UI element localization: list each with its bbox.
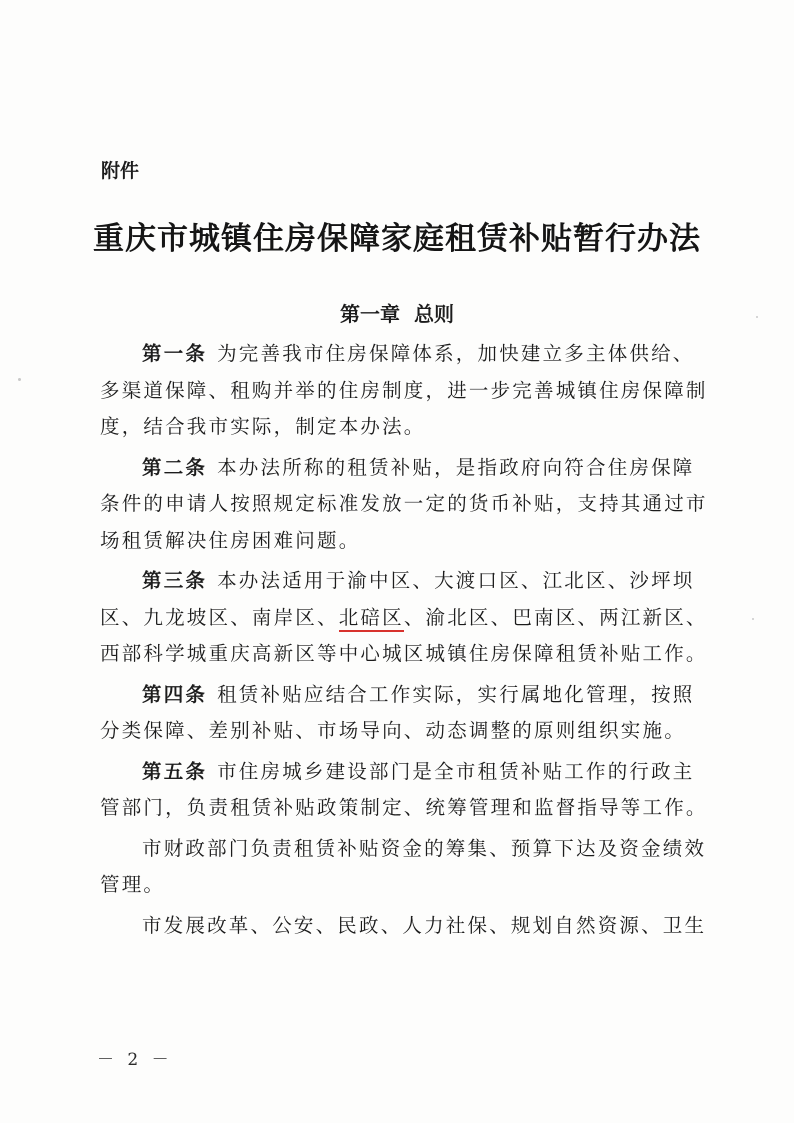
article-3-text-2b: 、渝北区、巴南区、两江新区、 [403, 605, 708, 629]
document-body [100, 336, 708, 944]
article-2-heading: 第二条 [142, 455, 208, 479]
article-3-heading: 第三条 [142, 569, 208, 592]
underlined-district: 北碚区 [339, 606, 404, 632]
article-5-line-2: 管部门，负责租赁补贴政策制定、统筹管理和监督指导等工作。 [100, 796, 708, 819]
paragraph-finance-line-2: 管理。 [100, 873, 166, 896]
scan-speck [18, 378, 21, 381]
article-4-heading: 第四条 [142, 682, 208, 706]
article-5-line-1 [100, 754, 695, 791]
chapter-heading [0, 298, 794, 327]
article-3-line-1 [100, 563, 695, 600]
attachment-label: 附件 [101, 160, 140, 182]
document-title: 重庆市城镇住房保障家庭租赁补贴暂行办法 [93, 221, 701, 257]
scan-speck [756, 316, 758, 318]
chapter-name: 总则 [414, 302, 454, 326]
scan-speck [752, 618, 754, 620]
paragraph-finance-text-1: 市财政部门负责租赁补贴资金的筹集、预算下达及资金绩效 [142, 836, 707, 860]
article-1-text-1: 为完善我市住房保障体系，加快建立多主体供给、 [217, 342, 695, 365]
article-3-text-1: 本办法适用于渝中区、大渡口区、江北区、沙坪坝 [217, 569, 695, 592]
article-3-line-2 [100, 600, 708, 637]
article-2-line-3: 场租赁解决住房困难问题。 [100, 528, 361, 552]
paragraph-departments-line-1 [100, 908, 707, 945]
article-5-text-1: 市住房城乡建设部门是全市租赁补贴工作的行政主 [217, 759, 695, 783]
article-5-heading: 第五条 [142, 759, 208, 783]
article-4-text-1: 租赁补贴应结合工作实际，实行属地化管理，按照 [217, 682, 695, 706]
paragraph-finance-line-1 [100, 831, 707, 868]
article-3-text-2a: 区、九龙坡区、南岸区、 [100, 605, 339, 629]
page-number: － 2 － [97, 1050, 173, 1070]
article-2-line-1 [100, 450, 695, 487]
article-1-line-3: 度，结合我市实际，制定本办法。 [100, 415, 426, 438]
article-3-line-3: 西部科学城重庆高新区等中心城区城镇住房保障租赁补贴工作。 [100, 642, 708, 665]
article-4-line-2: 分类保障、差别补贴、市场导向、动态调整的原则组织实施。 [100, 719, 686, 742]
paragraph-departments-text-1: 市发展改革、公安、民政、人力社保、规划自然资源、卫生 [142, 913, 707, 937]
article-2-text-1: 本办法所称的租赁补贴，是指政府向符合住房保障 [217, 455, 695, 479]
article-4-line-1 [100, 677, 695, 714]
article-1-line-1 [100, 336, 695, 373]
article-1-heading: 第一条 [142, 342, 208, 365]
chapter-number: 第一章 [340, 302, 400, 326]
article-1-line-2: 多渠道保障、租购并举的住房制度，进一步完善城镇住房保障制 [100, 378, 708, 402]
article-2-line-2: 条件的申请人按照规定标准发放一定的货币补贴，支持其通过市 [100, 492, 708, 515]
